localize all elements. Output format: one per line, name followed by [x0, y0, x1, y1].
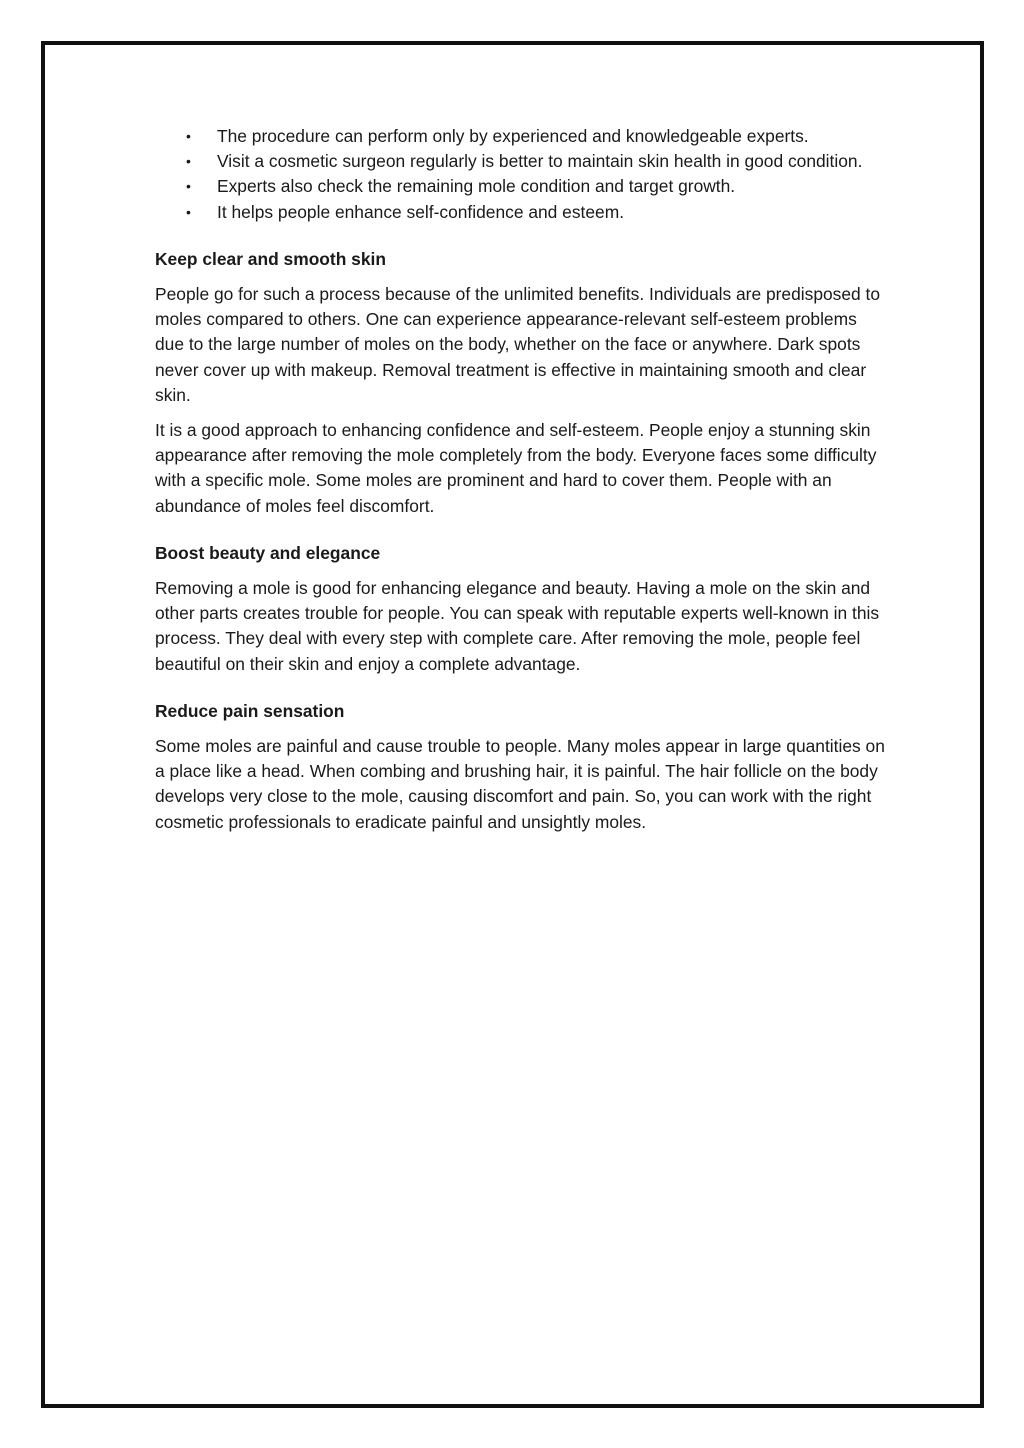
section-heading-pain: Reduce pain sensation — [155, 700, 345, 721]
list-item-text: Visit a cosmetic surgeon regularly is better to maintain skin health in good condition. — [217, 151, 863, 172]
bullet-icon: • — [186, 178, 191, 195]
list-item-text: It helps people enhance self-confidence and esteem. — [217, 201, 625, 222]
list-item-text: The procedure can perform only by experienced and knowledgeable experts. — [217, 126, 809, 146]
list-item — [155, 174, 885, 199]
list-item — [155, 200, 885, 225]
bullet-icon: • — [186, 128, 191, 144]
section-heading-smooth-skin: Keep clear and smooth skin — [155, 248, 386, 269]
paragraph: Removing a mole is good for enhancing elegance and beauty. Having a mole on the skin and other parts creates trouble for people. You can speak with reputable experts well-known in this process. They deal with every step with complete care. After removing the mole, people feel beautiful on their skin and enjoy a complete advantage. — [155, 578, 880, 674]
document-body — [155, 124, 885, 845]
benefits-bullet-list — [155, 124, 885, 225]
list-item-text: Experts also check the remaining mole condition and target growth. — [217, 176, 736, 197]
paragraph: It is a good approach to enhancing confidence and self-esteem. People enjoy a stunning skin appearance after removing the mole completely from the body. Everyone faces some difficulty with a specific mole. Some moles are prominent and hard to cover them. People with an abundance of moles feel discomfort. — [155, 420, 877, 516]
paragraph: Some moles are painful and cause trouble to people. Many moles appear in large quantities on a place like a head. When combing and brushing hair, it is painful. The hair follicle on the body develops very close to the mole, causing discomfort and pain. So, you can work with the right cosmetic professionals to eradicate painful and unsightly moles. — [155, 736, 885, 832]
section-heading-beauty: Boost beauty and elegance — [155, 542, 381, 563]
list-item — [155, 149, 885, 174]
list-item — [155, 124, 885, 149]
bullet-icon: • — [186, 203, 191, 220]
paragraph: People go for such a process because of the unlimited benefits. Individuals are predisposed to moles compared to others. One can experience appearance-relevant self-esteem problems due to the large number of moles on the body, whether on the face or anywhere. Dark spots never cover up with makeup. Removal treatment is effective in maintaining smooth and clear skin. — [155, 284, 881, 405]
bullet-icon: • — [186, 153, 191, 170]
